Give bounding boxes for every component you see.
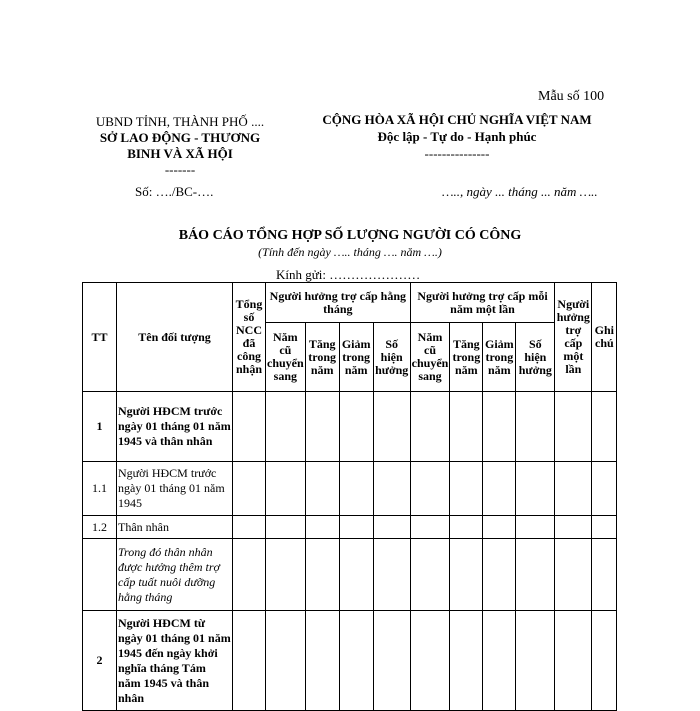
header-once: Người hưởng trợ cấp một lần (555, 283, 592, 392)
agency-line-3: BINH VÀ XÃ HỘI (127, 146, 233, 161)
row-name: Thân nhân (117, 516, 233, 539)
national-motto: Độc lập - Tự do - Hạnh phúc (377, 129, 537, 144)
header-total: Tổng số NCC đã công nhận (233, 283, 266, 392)
header-monthly-decrease: Giảm trong năm (339, 323, 373, 392)
agency-line-2: SỞ LAO ĐỘNG - THƯƠNG (99, 130, 261, 145)
header-name: Tên đối tượng (117, 283, 233, 392)
agency-divider: ------- (164, 162, 196, 177)
report-subtitle: (Tính đến ngày ….. tháng …. năm ….) (258, 245, 442, 259)
row-number: 2 (83, 611, 117, 711)
row-number: 1.2 (83, 516, 117, 539)
agency-line-1: UBND TỈNH, THÀNH PHỐ .... (95, 114, 265, 129)
row-number: 1 (83, 392, 117, 462)
national-title: CỘNG HÒA XÃ HỘI CHỦ NGHĨA VIỆT NAM (322, 112, 592, 127)
form-number: Mẫu số 100 (538, 89, 605, 104)
table-row (83, 392, 617, 462)
row-name: Trong đó thân nhân được hưởng thêm trợ cấp tuất nuôi dưỡng hằng tháng (117, 539, 233, 611)
national-header (292, 111, 622, 162)
table-row (83, 539, 617, 611)
header-monthly-current: Số hiện hưởng (373, 323, 410, 392)
header-yearly-carried: Năm cũ chuyển sang (410, 323, 450, 392)
row-number (83, 539, 117, 611)
document-date: ….., ngày ... tháng ... năm ….. (442, 184, 598, 199)
header-yearly-current: Số hiện hưởng (516, 323, 555, 392)
header-note: Ghi chú (592, 283, 617, 392)
header-monthly-increase: Tăng trong năm (305, 323, 339, 392)
document-number: Số: …./BC-…. (135, 184, 214, 199)
table-row (83, 611, 617, 711)
report-table (82, 282, 617, 711)
header-yearly-group: Người hưởng trợ cấp mỗi năm một lần (410, 283, 555, 323)
row-number: 1.1 (83, 462, 117, 516)
table-row (83, 516, 617, 539)
row-name: Người HĐCM trước ngày 01 tháng 01 năm 1945 (117, 462, 233, 516)
issuing-agency (84, 114, 276, 178)
table-row (83, 462, 617, 516)
row-name: Người HĐCM từ ngày 01 tháng 01 năm 1945 đến ngày khởi nghĩa tháng Tám năm 1945 và thân nhân (117, 611, 233, 711)
row-name: Người HĐCM trước ngày 01 tháng 01 năm 1945 và thân nhân (117, 392, 233, 462)
national-divider: --------------- (424, 146, 490, 161)
header-monthly-carried: Năm cũ chuyển sang (266, 323, 306, 392)
report-title: BÁO CÁO TỔNG HỢP SỐ LƯỢNG NGƯỜI CÓ CÔNG (178, 228, 522, 243)
header-yearly-increase: Tăng trong năm (450, 323, 483, 392)
header-monthly-group: Người hưởng trợ cấp hằng tháng (266, 283, 411, 323)
addressee: Kính gửi: ………………… (276, 267, 421, 282)
header-yearly-decrease: Giảm trong năm (483, 323, 516, 392)
header-tt: TT (83, 283, 117, 392)
